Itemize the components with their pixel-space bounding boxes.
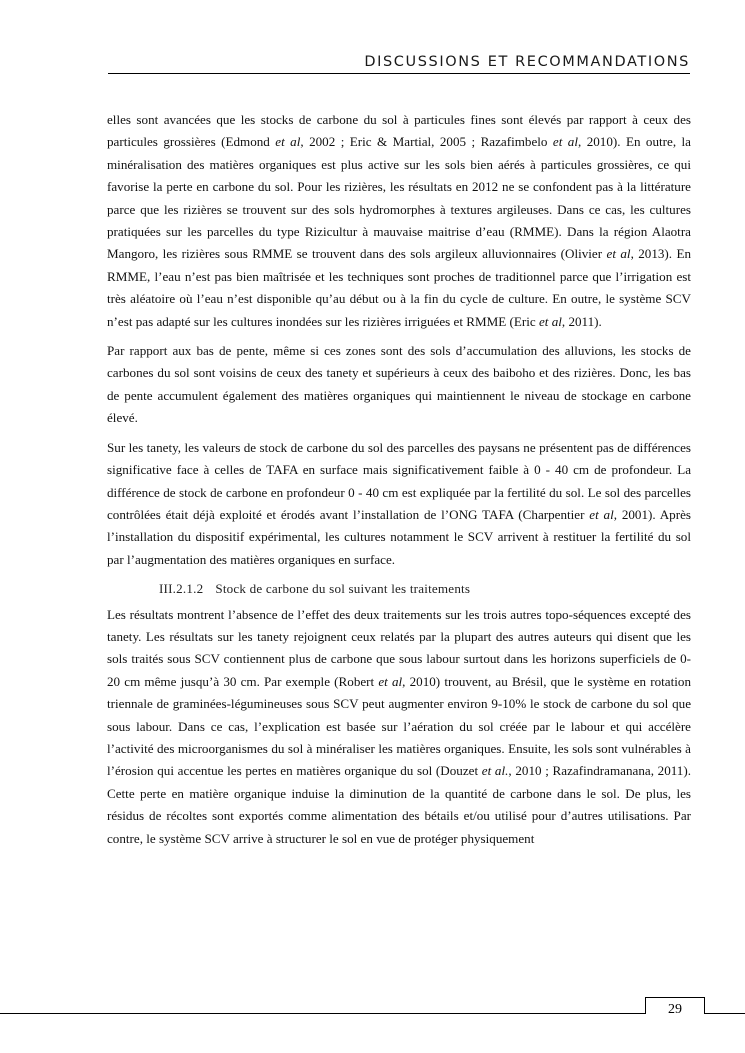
section-subheading	[159, 578, 691, 600]
paragraph-1	[107, 109, 691, 333]
text-run: , 2010). En outre, la minéralisation des matières organiques est plus active sur les sols bien aérés à particules grossières, ce qui favorise la perte en carbone du sol. Pour les rizières, les résultats en 2012 ne se confondent pas à la littérature parce que les rizières se trouvent sur des sols hydromorphes à textures argileuses. Dans ce cas, les cultures pratiquées sur les parcelles du type Rizicultur à mauvaise maitrise d’eau (RMME). Dans la région Alaotra Mangoro, les rizières sous RMME se trouvent dans des sols argileux alluvionnaires (Olivier	[107, 134, 691, 262]
citation-etal: et al	[589, 506, 614, 522]
citation-etal: et al	[552, 134, 578, 150]
subheading-number: III.2.1.2	[159, 581, 204, 597]
page-number-box	[645, 997, 705, 1017]
text-run: , 2013). En RMME, l’eau n’est pas bien maîtrisée et les techniques sont proches de traditionnel parce que l’irrigation est très aléatoire où l’eau n’est disponible qu’au début ou à la fin du cycle de culture. En outre, le système SCV n’est pas adapté sur les cultures inondées sur les rizières irriguées et RMME (Eric	[107, 246, 692, 329]
paragraph-4	[107, 604, 691, 850]
subheading-title: Stock de carbone du sol suivant les traitements	[215, 581, 471, 597]
text-run: , 2010 ; Razafindramanana, 2011). Cette perte en matière organique induise la diminution de la quantité de carbone dans le sol. De plus, les résidus de récoltes sont exportés comme alimentation des bétails et/ou utilisé pour d’autres utilisations. Par contre, le système SCV arrive à structurer le sol en vue de protéger physiquement	[107, 763, 691, 846]
text-run: Sur les tanety, les valeurs de stock de carbone du sol des parcelles des paysans ne présentent pas de différences significative face à celles de TAFA en surface mais significativement faible à 0 - 40 cm de profondeur. La différence de stock de carbone en profondeur 0 - 40 cm est expliquée par la fertilité du sol. Le sol des parcelles contrôlées était déjà exploité et érodés avant l’installation de l’ONG TAFA (Charpentier	[107, 439, 691, 522]
text-run: , 2011).	[561, 313, 602, 329]
running-header: DISCUSSIONS ET RECOMMANDATIONS	[364, 54, 690, 70]
citation-etal: et al	[275, 134, 301, 150]
text-run: elles sont avancées que les stocks de carbone du sol à particules fines sont élevés par rapport à ceux des particules grossières (Edmond	[107, 112, 691, 150]
footer-rule	[0, 1013, 745, 1014]
header-rule	[108, 73, 690, 74]
page-number: 29	[668, 1002, 682, 1017]
paragraph-2: Par rapport aux bas de pente, même si ces zones sont des sols d’accumulation des alluvions, les stocks de carbones du sol sont voisins de ceux des tanety et supérieurs à ceux des baiboho et des rizières. Donc, les bas de pente accumulent également des matières organiques qui maintiennent le niveau de stockage en carbone élevé.	[107, 343, 691, 426]
citation-etal: et al.	[481, 763, 509, 779]
text-run: Les résultats montrent l’absence de l’effet des deux traitements sur les trois autres topo-séquences excepté des tanety. Les résultats sur les tanety rejoignent ceux relatés par la plupart des autres auteurs qui disent que les sols traités sous SCV contiennent plus de carbone que sous labour surtout dans les horizons superficiels de 0-20 cm même jusqu’à 30 cm. Par exemple (Robert	[107, 606, 691, 689]
text-run: , 2001). Après l’installation du dispositif expérimental, les cultures notamment le SCV arrivent à restituer la fertilité du sol par l’augmentation des matières organiques en surface.	[107, 506, 691, 567]
citation-etal: et al	[606, 246, 631, 262]
body-text	[107, 109, 691, 857]
citation-etal: et al	[538, 313, 562, 329]
text-run: , 2010) trouvent, au Brésil, que le système en rotation triennale de graminées-légumineuses sous SCV peut augmenter environ 9-10% le stock de carbone du sol que sous labour. Dans ce cas, l’explication est basée sur l’aération du sol créée par le labour et qui accélère l’activité des microorganismes du sol à minéraliser les matières organiques. Ensuite, les sols sont vulnérables à l’érosion qui accentue les pertes en matières organique du sol (Douzet	[107, 673, 691, 779]
citation-etal: et al	[378, 673, 403, 689]
text-run: , 2002 ; Eric & Martial, 2005 ; Razafimbelo	[300, 134, 553, 150]
paragraph-3	[107, 437, 691, 571]
